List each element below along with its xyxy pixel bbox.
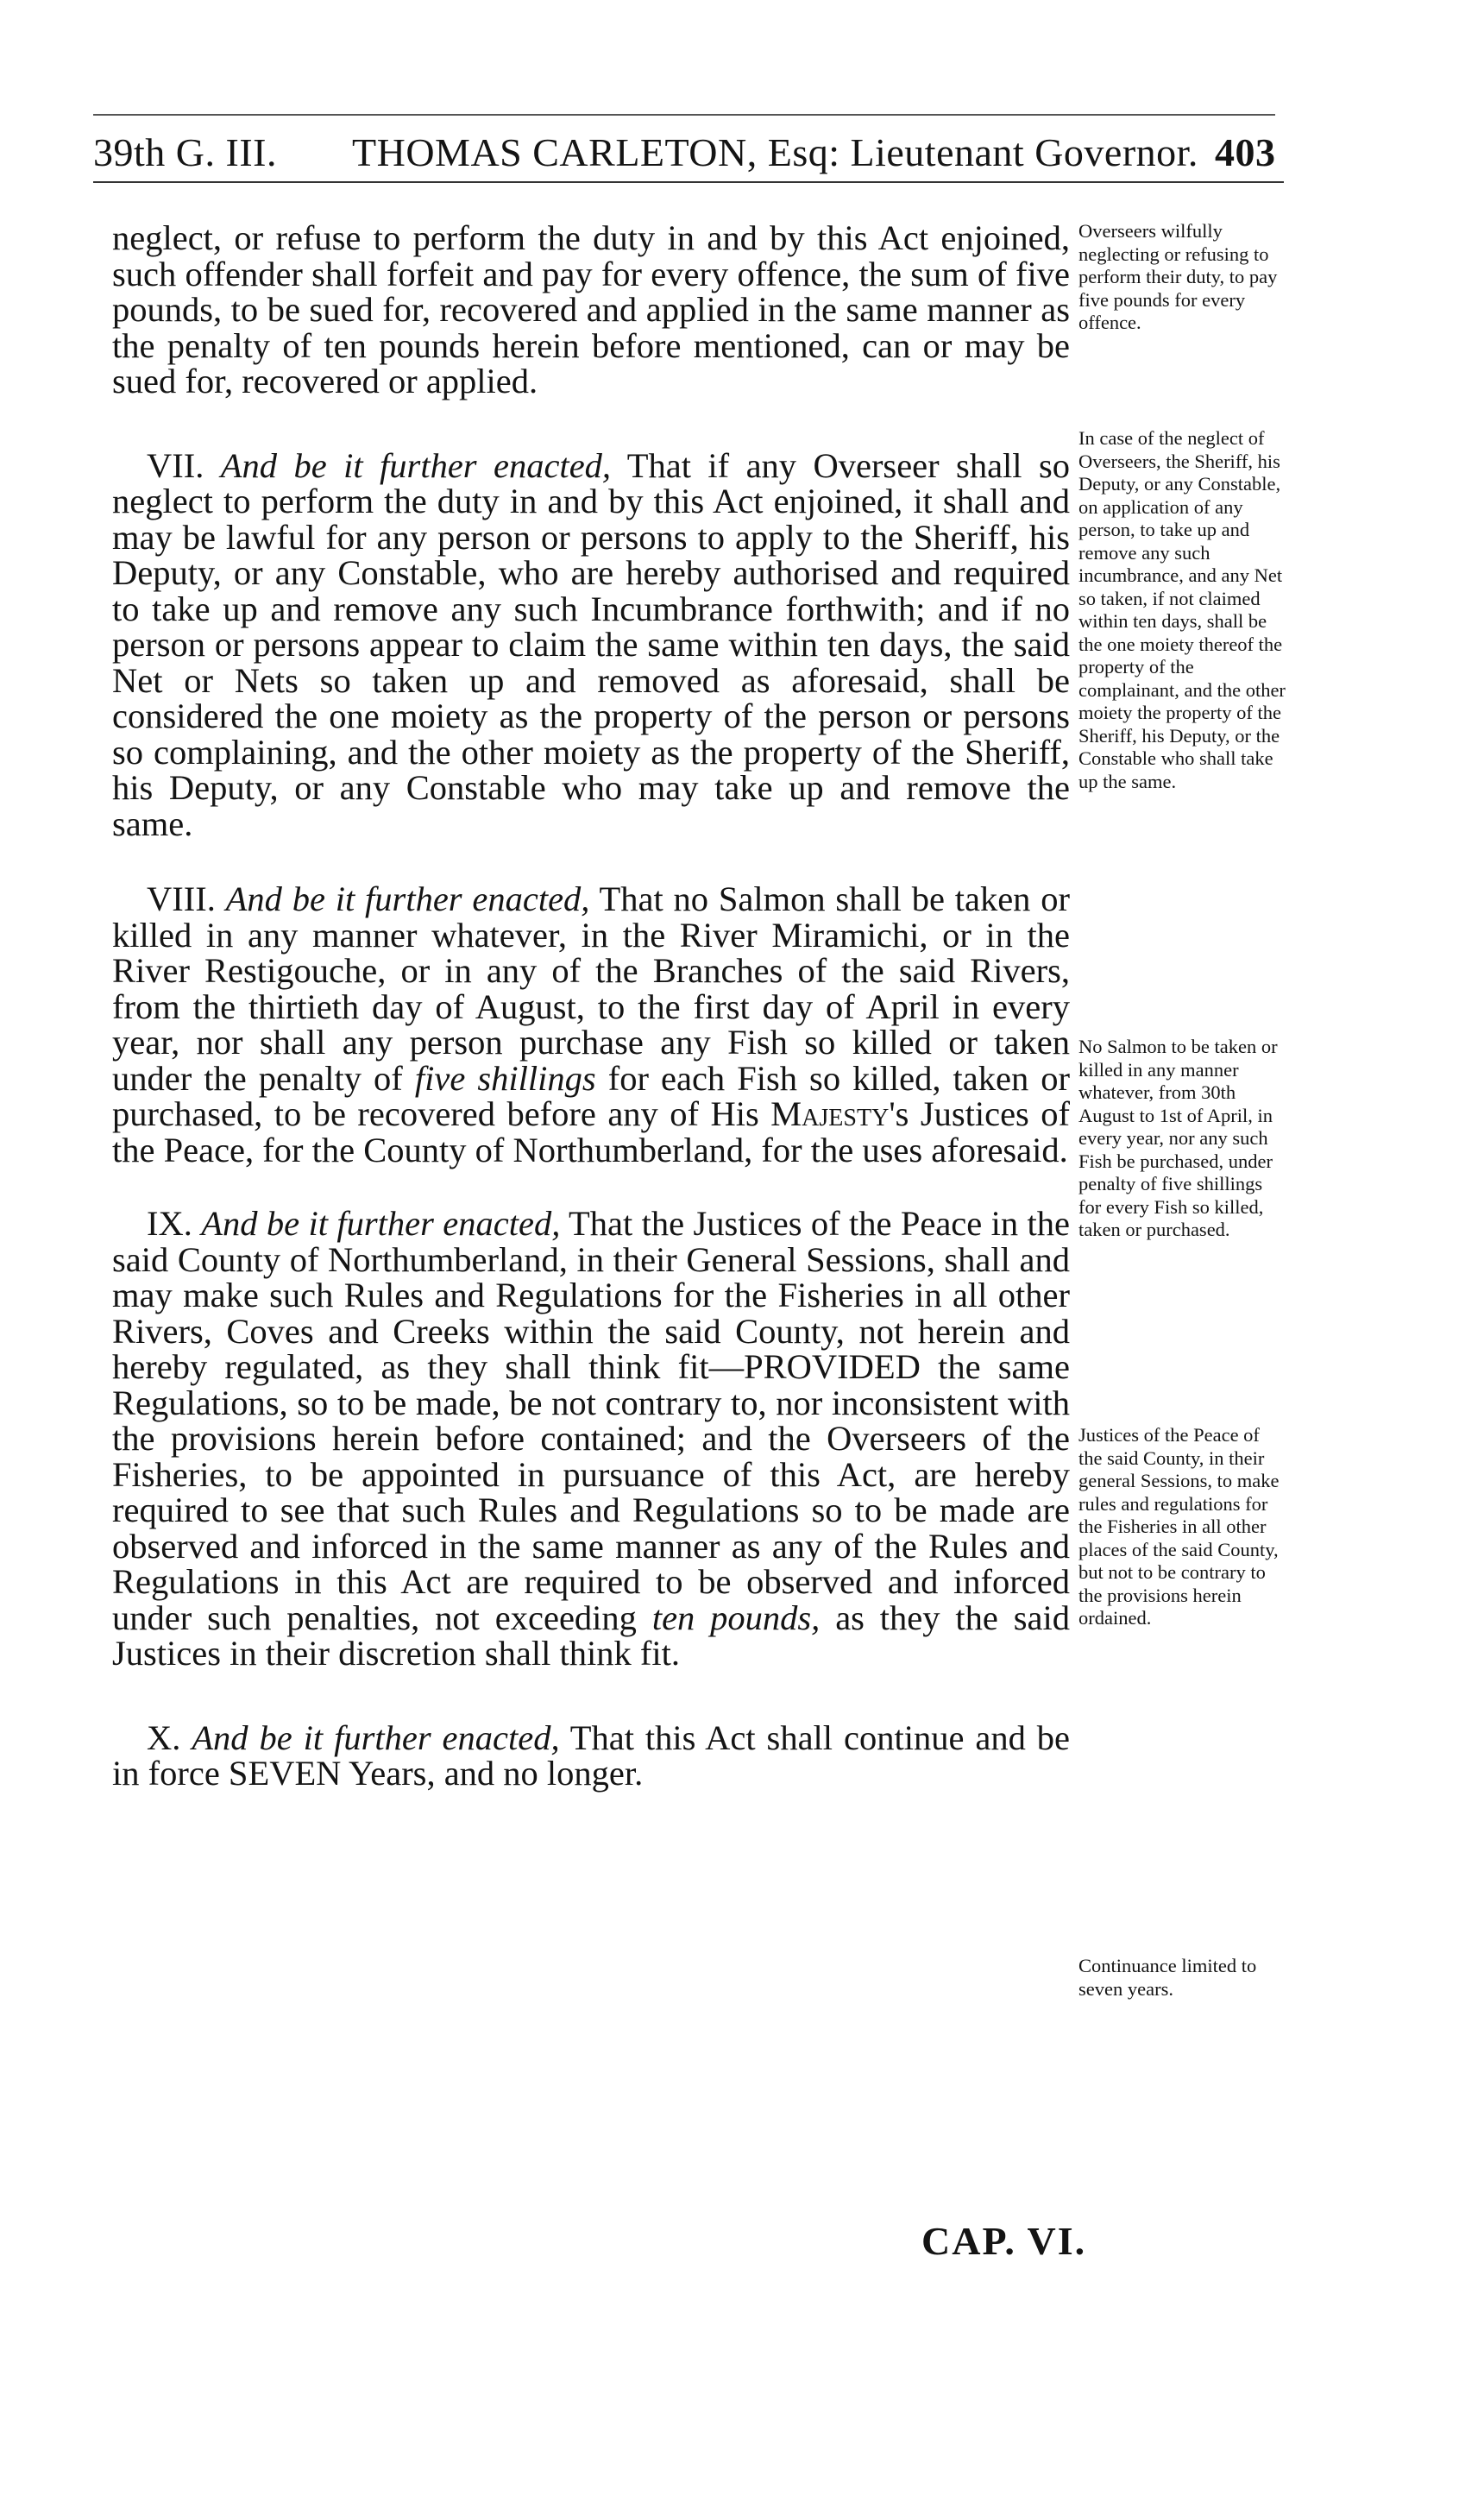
penalty-amount: ten pounds, xyxy=(651,1598,821,1637)
section-text: That if any Overseer shall so neglect to perform the duty in and by this Act enjoined, it shall and may be lawful for any person or persons to apply to the Sheriff, his Deputy, or any Constable, who are hereby authorised and required to take up and remove any such Incumbrance forthwith; and if no person or persons appear to claim the same within ten days, the said Net or Nets so taken up and removed as aforesaid, shall be considered the one moiety as the property of the person or persons so complaining, and the other moiety as the property of the Sheriff, his Deputy, or any Constable who may take up and remove the same. xyxy=(112,445,1070,843)
section-viii xyxy=(112,881,1070,1168)
top-rule xyxy=(93,114,1275,116)
header-rule xyxy=(93,181,1284,183)
section-number: IX. xyxy=(147,1204,192,1243)
enacting-clause: And be it further enacted, xyxy=(201,1204,561,1243)
enacting-clause: And be it further enacted, xyxy=(220,445,612,485)
header-regnal-year: 39th G. III. xyxy=(93,130,277,174)
main-text-column xyxy=(112,220,1070,1792)
section-text: That the Justices of the Peace in the said County of Northumberland, in their General Sessions, shall and may make such Rules and Regulations for the Fisheries in all other Rivers, Coves and Creeks within the said County, not herein and hereby regulated, as they shall think fit—PROVIDED the same Regulations, so to be made, be not contrary to, nor inconsistent with the provisions herein before contained; and the Overseers of the Fisheries, to be appointed in pursuance of this Act, are hereby required to see that such Rules and Regulations so to be made are observed and inforced in the same manner as any of the Rules and Regulations in this Act are required to be observed and inforced under such penalties, not exceeding xyxy=(112,1204,1070,1637)
majesty-word: Majesty xyxy=(770,1094,890,1133)
margin-note: In case of the neglect of Overseers, the Sheriff, his Deputy, or any Constable, on application of any person, to take up and remove any such incumbrance, and any Net so taken, if not claimed within ten days, shall be the one moiety thereof the property of the complainant, and the other moiety the property of the Sheriff, his Deputy, or the Constable who shall take up the same. xyxy=(1078,427,1286,792)
section-text: for each Fish so killed, taken or purchased, to be recovered before any of His xyxy=(112,1058,1071,1133)
header-title: THOMAS CARLETON, Esq: Lieutenant Governor. xyxy=(352,130,1198,174)
paragraph-continuation: neglect, or refuse to perform the duty in and by this Act enjoined, such offender shall forfeit and pay for every offence, the sum of five pounds, to be sued for, recovered and applied in the same manner as the penalty of ten pounds herein before mentioned, can or may be sued for, recovered or applied. xyxy=(112,218,1070,400)
section-number: VII. xyxy=(147,445,204,485)
section-text: That this Act shall continue and be in force SEVEN Years, and no longer. xyxy=(112,1717,1070,1793)
page-number: 403 xyxy=(1215,130,1276,174)
section-number: VIII. xyxy=(147,879,216,918)
margin-note: No Salmon to be taken or killed in any manner whatever, from 30th August to 1st of April, in every year, nor any such Fish be purchased, under penalty of five shillings for every Fish so killed, taken or purchased. xyxy=(1078,1036,1278,1240)
enacting-clause: And be it further enacted, xyxy=(225,879,590,918)
section-text: That no Salmon shall be taken or killed in any manner whatever, in the River Miramichi, or in the River Restigouche, or in any of the Branches of the said Rivers, from the thirtieth day of August, to the first day of April in every year, nor shall any person purchase any Fish so killed or taken under the penalty of xyxy=(112,879,1070,1098)
section-x xyxy=(112,1717,1070,1793)
section-text: 's Justices of the Peace, for the County of Northumberland, for the uses aforesaid. xyxy=(112,1094,1070,1169)
section-number: X. xyxy=(147,1717,181,1757)
section-ix xyxy=(112,1206,1070,1672)
margin-note: Overseers wilfully neglecting or refusing to perform their duty, to pay five pounds for every offence. xyxy=(1078,220,1278,333)
enacting-clause: And be it further enacted, xyxy=(192,1717,560,1757)
catchword: CAP. VI. xyxy=(921,2219,1087,2263)
penalty-amount: five shillings xyxy=(414,1058,596,1098)
margin-note: Justices of the Peace of the said County, in their general Sessions, to make rules and regulations for the Fisheries in all other places of the said County, but not to be contrary to the provisions herein ordained. xyxy=(1078,1424,1280,1629)
section-text: as they the said Justices in their discretion shall think fit. xyxy=(112,1598,1070,1673)
section-vii xyxy=(112,445,1070,843)
margin-note: Continuance limited to seven years. xyxy=(1078,1955,1257,2000)
